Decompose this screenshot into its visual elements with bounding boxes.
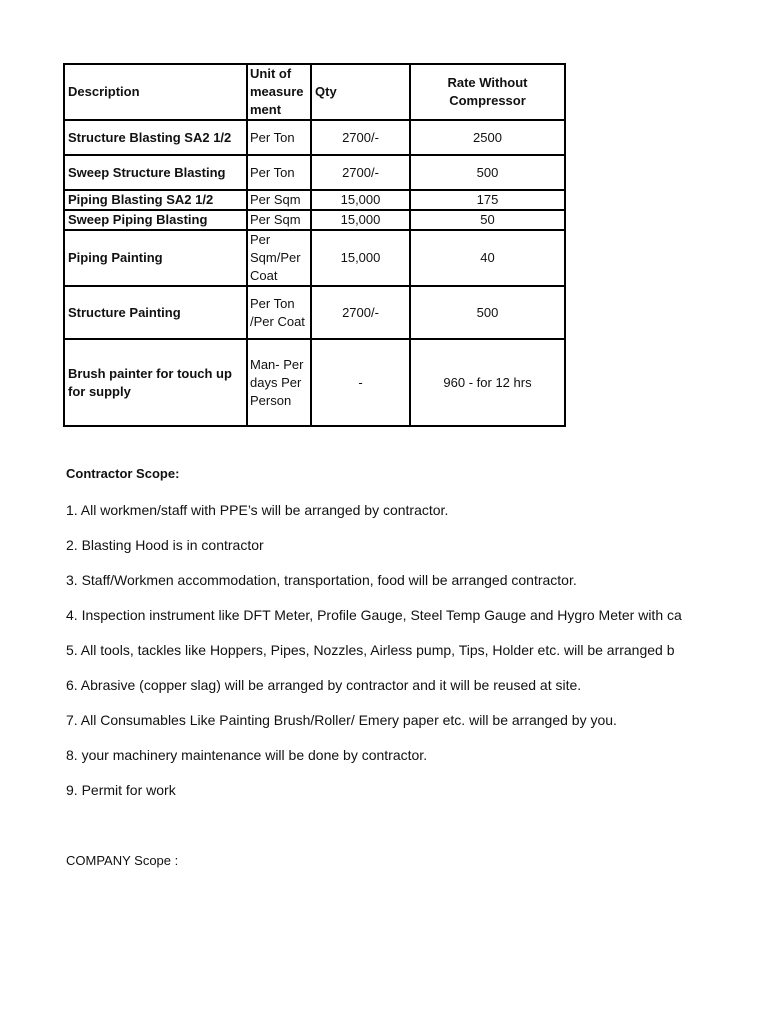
- row-unit: Man- Per days Per Person: [247, 339, 311, 426]
- row-description: Sweep Piping Blasting: [64, 210, 247, 230]
- table-row: [64, 190, 565, 210]
- list-item: 8. your machinery maintenance will be done by contractor.: [66, 747, 428, 763]
- row-qty: 15,000: [311, 230, 410, 286]
- row-rate: 50: [410, 210, 565, 230]
- row-rate: 2500: [410, 120, 565, 155]
- row-unit: Per Ton: [247, 120, 311, 155]
- contractor-scope-list: [66, 501, 696, 816]
- row-rate: 500: [410, 155, 565, 190]
- list-item: 6. Abrasive (copper slag) will be arranged by contractor and it will be reused at site.: [66, 677, 582, 693]
- table-header-row: [64, 64, 565, 120]
- row-qty: 2700/-: [311, 120, 410, 155]
- row-description: Piping Blasting SA2 1/2: [64, 190, 247, 210]
- table-row: [64, 339, 565, 426]
- table-row: [64, 155, 565, 190]
- list-item: 7. All Consumables Like Painting Brush/Roller/ Emery paper etc. will be arranged by you.: [66, 712, 617, 728]
- table-row: [64, 210, 565, 230]
- row-qty: 2700/-: [311, 155, 410, 190]
- row-unit: Per Sqm/Per Coat: [247, 230, 311, 286]
- list-item: 3. Staff/Workmen accommodation, transportation, food will be arranged contractor.: [66, 572, 577, 588]
- header-description: Description: [64, 64, 247, 120]
- row-unit: Per Sqm: [247, 190, 311, 210]
- list-item: 5. All tools, tackles like Hoppers, Pipes, Nozzles, Airless pump, Tips, Holder etc. will be arranged b: [66, 642, 675, 658]
- contractor-scope-title: Contractor Scope:: [66, 466, 180, 481]
- row-description: Piping Painting: [64, 230, 247, 286]
- row-description: Sweep Structure Blasting: [64, 155, 247, 190]
- table-row: [64, 230, 565, 286]
- list-item: 2. Blasting Hood is in contractor: [66, 537, 264, 553]
- row-description: Structure Blasting SA2 1/2: [64, 120, 247, 155]
- company-scope-title: COMPANY Scope :: [66, 853, 179, 868]
- row-rate: 175: [410, 190, 565, 210]
- rate-table: [63, 63, 566, 427]
- list-item: 4. Inspection instrument like DFT Meter, Profile Gauge, Steel Temp Gauge and Hygro Meter with ca: [66, 607, 682, 623]
- row-qty: 15,000: [311, 190, 410, 210]
- row-unit: Per Sqm: [247, 210, 311, 230]
- header-rate: Rate Without Compressor: [410, 64, 565, 120]
- row-description: Structure Painting: [64, 286, 247, 339]
- row-qty: -: [311, 339, 410, 426]
- list-item: 9. Permit for work: [66, 782, 176, 798]
- header-unit: Unit of measure ment: [247, 64, 311, 120]
- row-rate: 960 - for 12 hrs: [410, 339, 565, 426]
- table-row: [64, 120, 565, 155]
- row-unit: Per Ton: [247, 155, 311, 190]
- header-qty: Qty: [311, 64, 410, 120]
- list-item: 1. All workmen/staff with PPE’s will be arranged by contractor.: [66, 502, 449, 518]
- row-description: Brush painter for touch up for supply: [64, 339, 247, 426]
- row-unit: Per Ton /Per Coat: [247, 286, 311, 339]
- row-qty: 2700/-: [311, 286, 410, 339]
- row-rate: 40: [410, 230, 565, 286]
- table-row: [64, 286, 565, 339]
- row-qty: 15,000: [311, 210, 410, 230]
- row-rate: 500: [410, 286, 565, 339]
